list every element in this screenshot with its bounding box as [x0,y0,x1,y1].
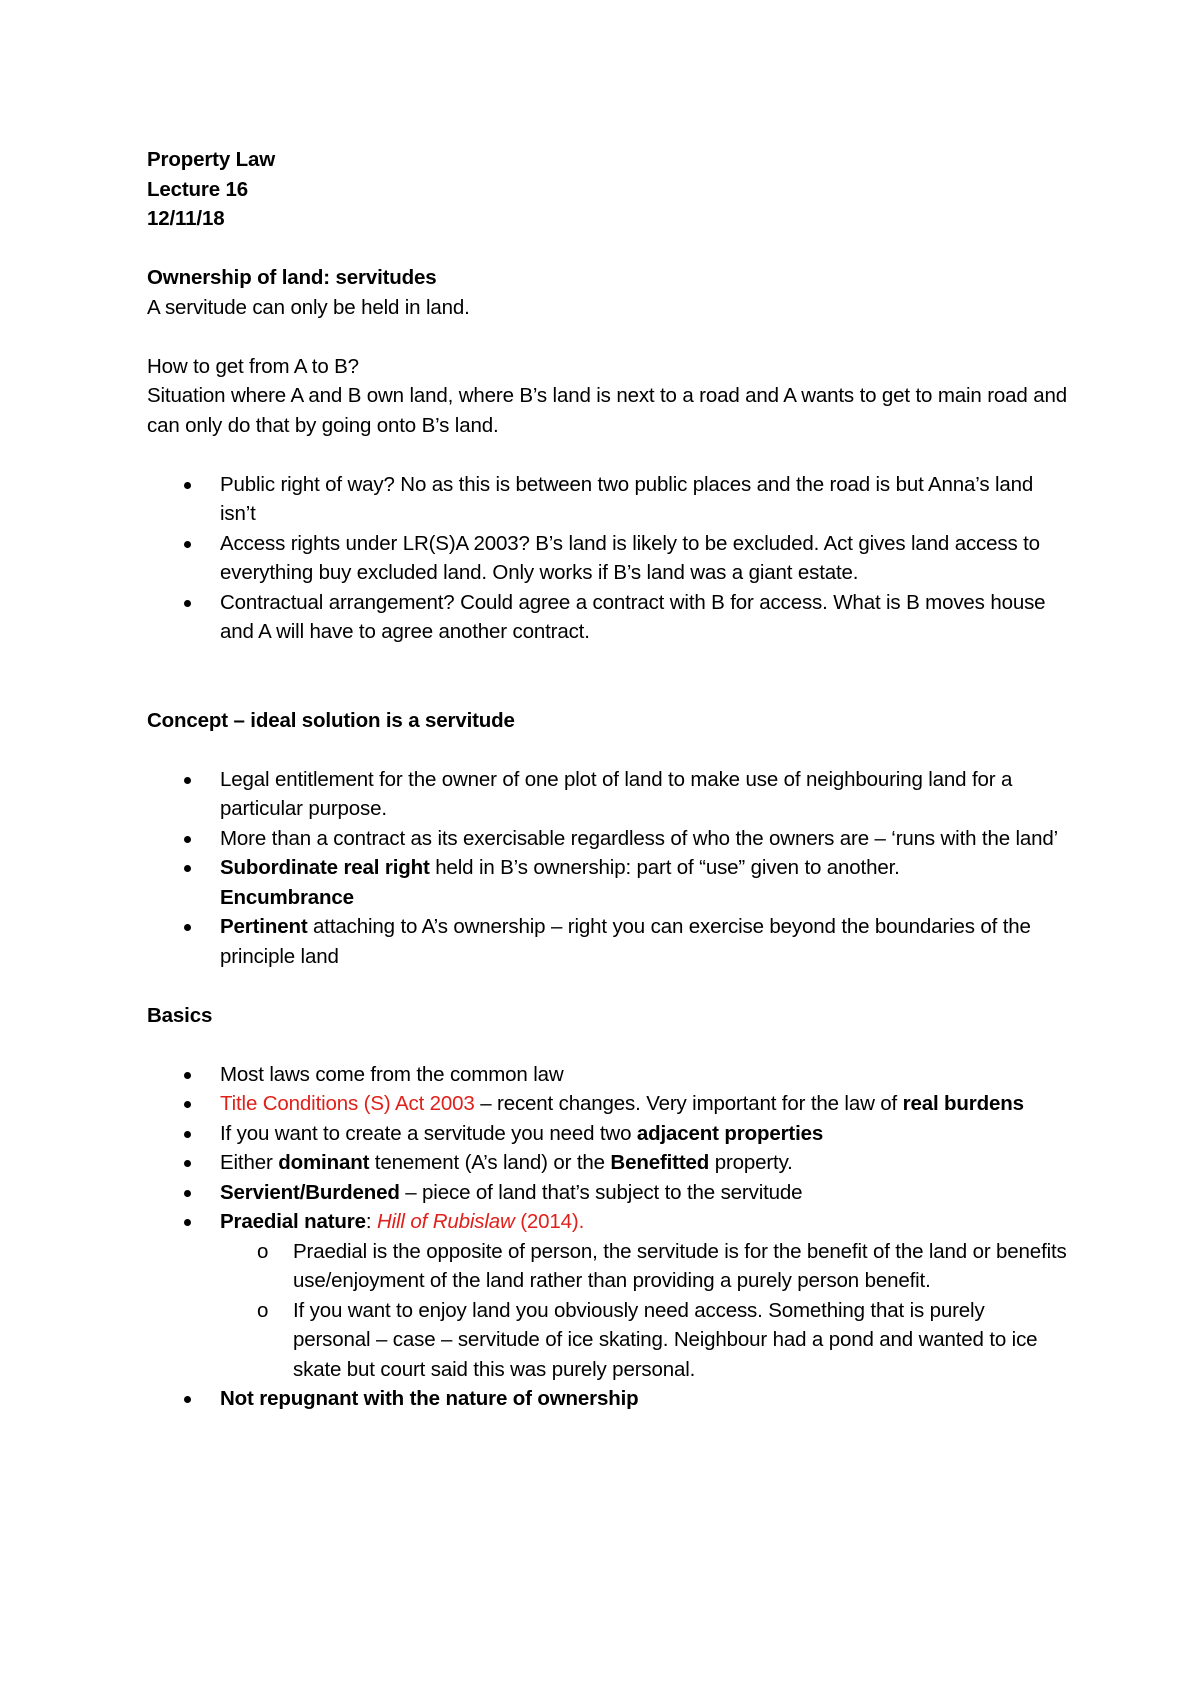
options-list [147,470,1067,647]
lecture-number: Lecture 16 [147,177,249,201]
section-heading-concept: Concept – ideal solution is a servitude [147,708,515,732]
list-item [147,1119,1067,1149]
list-item [147,853,1067,912]
item-text: attaching to A’s ownership – right you can exercise beyond the boundaries of the principle land [220,915,1031,968]
bold-term: Servient/Burdened [220,1180,400,1204]
item-text: – recent changes. Very important for the law of [474,1092,903,1115]
list-item [147,1148,1067,1178]
course-title: Property Law [147,148,276,171]
lecture-date: 12/11/18 [147,207,225,230]
bold-term: adjacent properties [636,1121,824,1145]
section-heading-basics: Basics [147,1003,213,1027]
list-item: More than a contract as its exercisable regardless of who the owners are – ‘runs with the land’ [147,824,1067,854]
section-heading-servitudes: Ownership of land: servitudes [147,266,437,289]
list-item [147,912,1067,971]
bold-term: Benefitted [610,1151,710,1174]
bold-term: Encumbrance [220,885,354,909]
list-item: Legal entitlement for the owner of one plot of land to make use of neighbouring land for a particular purpose. [147,765,1067,824]
list-item [147,1384,1067,1414]
item-text: Either [220,1151,279,1174]
document-body [147,145,1067,1414]
bold-term: Not repugnant with the nature of ownership [220,1387,639,1410]
intro-text: A servitude can only be held in land. [147,295,470,319]
praedial-sublist [220,1237,1067,1385]
basics-list [147,1060,1067,1414]
case-year: (2014). [514,1210,585,1233]
list-item [147,1207,1067,1384]
bold-term: dominant [278,1151,370,1174]
sub-list-item: o Praedial is the opposite of person, the servitude is for the benefit of the land or benefits use/enjoyment of the land rather than providing a purely person benefit. [220,1237,1067,1296]
item-text: : [365,1210,377,1233]
list-item: Contractual arrangement? Could agree a contract with B for access. What is B moves house and A will have to agree another contract. [147,588,1067,647]
item-text: property. [709,1151,793,1174]
question-text: How to get from A to B? [147,354,359,378]
bold-term: Subordinate real right [220,856,430,879]
concept-list [147,765,1067,972]
item-text: tenement (A’s land) or the [369,1151,611,1174]
list-item: Access rights under LR(S)A 2003? B’s land is likely to be excluded. Act gives land access to everything buy excluded land. Only works if B’s land was a giant estate. [147,529,1067,588]
case-reference: Hill of Rubislaw [376,1210,515,1233]
item-text: – piece of land that’s subject to the servitude [399,1180,803,1204]
sub-list-item: o If you want to enjoy land you obviously need access. Something that is purely personal – case – servitude of ice skating. Neighbour had a pond and wanted to ice skate but court said this was purely personal. [220,1296,1067,1385]
list-item [147,1178,1067,1208]
situation-text: Situation where A and B own land, where B’s land is next to a road and A wants to get to main road and can only do that by going onto B’s land. [147,384,1067,437]
statute-reference: Title Conditions (S) Act 2003 [220,1092,475,1115]
bold-term: Pertinent [220,915,308,938]
item-text: held in B’s ownership: part of “use” given to another. [429,856,900,879]
item-text: If you want to create a servitude you need two [220,1121,637,1145]
bold-term: real burdens [902,1092,1024,1115]
list-item [147,1089,1067,1119]
bold-term: Praedial nature [220,1210,366,1233]
list-item: Most laws come from the common law [147,1060,1067,1090]
list-item: Public right of way? No as this is between two public places and the road is but Anna’s land isn’t [147,470,1067,529]
